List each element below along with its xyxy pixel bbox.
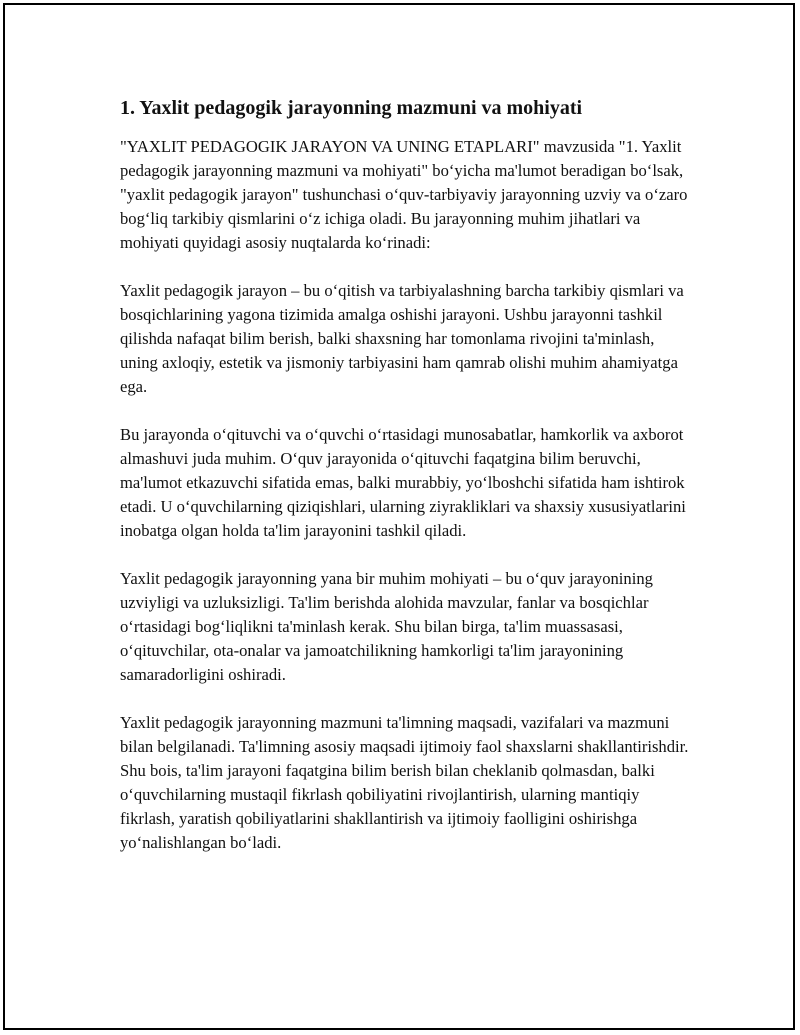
document-body [120,93,695,879]
paragraph-4: Yaxlit pedagogik jarayonning yana bir muhim mohiyati – bu o‘quv jarayonining uzviyligi va uzluksizligi. Ta'lim berishda alohida mavzular, fanlar va bosqichlar o‘rtasidagi bog‘liqlikni ta'minlash kerak. Shu bilan birga, ta'lim muassasasi, o‘qituvchilar, ota-onalar va jamoatchilikning hamkorligi ta'lim jarayonining samaradorligini oshiradi. [120,569,653,684]
paragraph-1: "YAXLIT PEDAGOGIK JARAYON VA UNING ETAPLARI" mavzusida "1. Yaxlit pedagogik jarayonning mazmuni va mohiyati" bo‘yicha ma'lumot beradigan bo‘lsak, "yaxlit pedagogik jarayon" tushunchasi o‘quv-tarbiyaviy jarayonning uzviy va o‘zaro bog‘liq tarkibiy qismlarini o‘z ichiga oladi. Bu jarayonning muhim jihatlari va mohiyati quyidagi asosiy nuqtalarda ko‘rinadi: [120,137,688,252]
paragraph-3: Bu jarayonda o‘qituvchi va o‘quvchi o‘rtasidagi munosabatlar, hamkorlik va axborot almashuvi juda muhim. O‘quv jarayonida o‘qituvchi faqatgina bilim beruvchi, ma'lumot etkazuvchi sifatida emas, balki murabbiy, yo‘lboshchi sifatida ham ishtirok etadi. U o‘quvchilarning qiziqishlari, ularning ziyrakliklari va shaxsiy xususiyatlarini inobatga olgan holda ta'lim jarayonini tashkil qiladi. [120,425,686,540]
page-frame [3,3,795,1030]
paragraph-2: Yaxlit pedagogik jarayon – bu o‘qitish va tarbiyalashning barcha tarkibiy qismlari va bosqichlarining yagona tizimida amalga oshishi jarayoni. Ushbu jarayonni tashkil qilishda nafaqat bilim berish, balki shaxsning har tomonlama rivojini ta'minlash, uning axloqiy, estetik va jismoniy tarbiyasini ham qamrab olishi muhim ahamiyatga ega. [120,281,684,396]
paragraph-5: Yaxlit pedagogik jarayonning mazmuni ta'limning maqsadi, vazifalari va mazmuni bilan belgilanadi. Ta'limning asosiy maqsadi ijtimoiy faol shaxslarni shakllantirishdir. Shu bois, ta'lim jarayoni faqatgina bilim berish bilan cheklanib qolmasdan, balki o‘quvchilarning mustaqil fikrlash qobiliyatini rivojlantirish, ularning mantiqiy fikrlash, yaratish qobiliyatlarini shakllantirish va ijtimoiy faolligini oshirishga yo‘nalishlangan bo‘ladi. [120,713,689,852]
page-title: 1. Yaxlit pedagogik jarayonning mazmuni va mohiyati [120,97,583,119]
